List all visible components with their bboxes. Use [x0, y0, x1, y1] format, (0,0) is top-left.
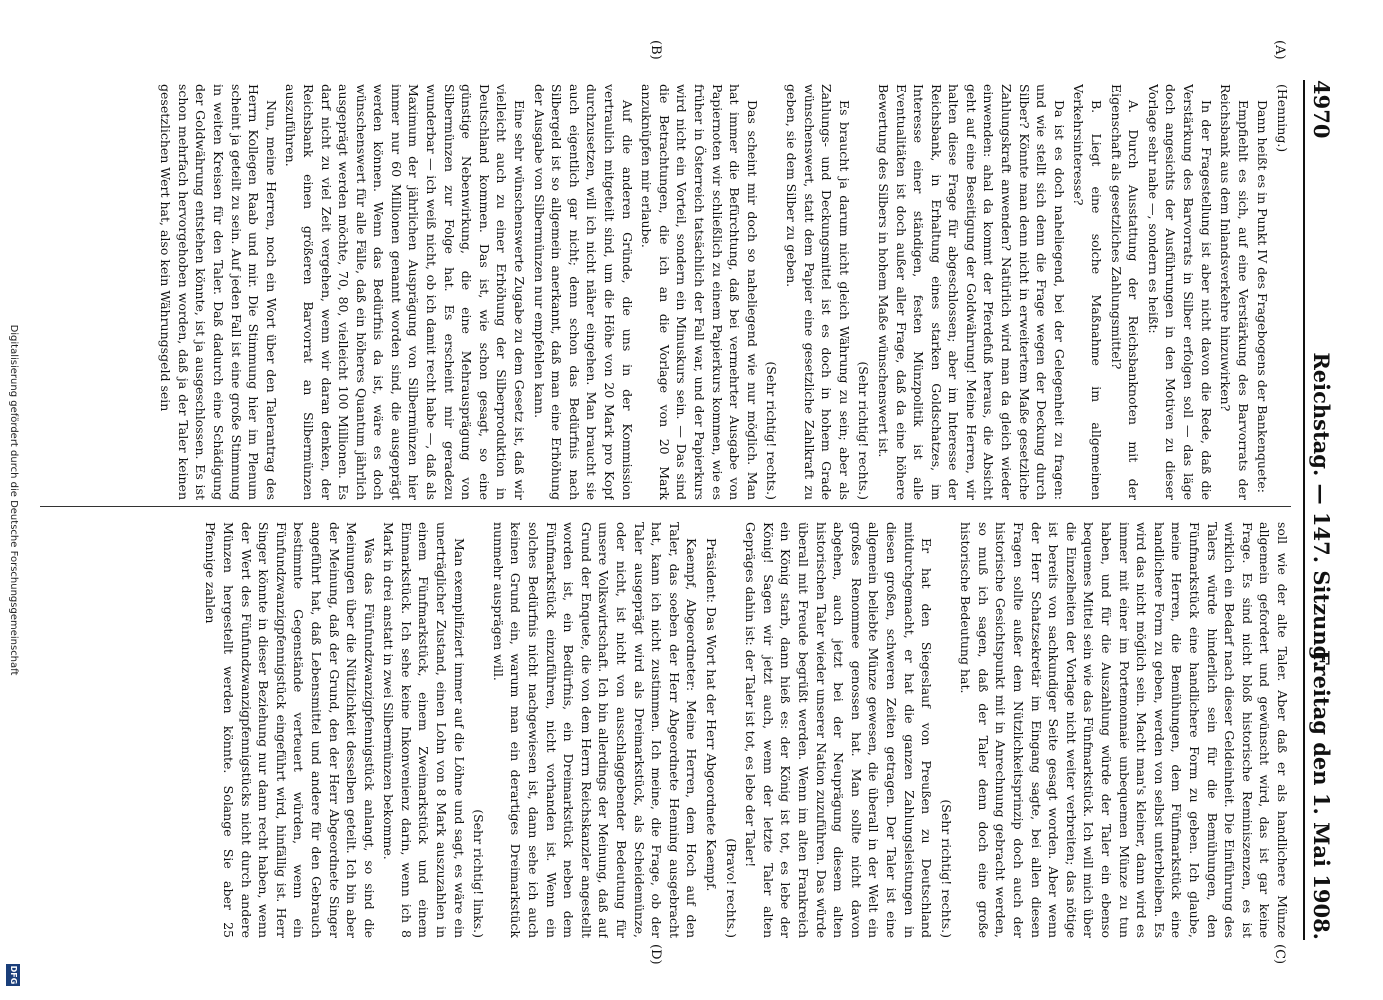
paragraph: Nun, meine Herren, noch ein Wort über den Talerantrag des Herrn Kollegen Raab und mir. Die Stimmung hier im Plenum scheint ja geteilt zu sein. Auf jeden Fall ist eine große Stimmung in weiten Kreisen für den Taler. Daß dadurch eine Schädigung der Goldwährung entstehen könnte, ist ja ausgeschlossen. Es ist schon mehrfach hervorgehoben worden, daß ja der Taler keinen gesetzlichen Wert hat, also kein Währungsgeld sein: [158, 84, 279, 500]
dfg-logo: DFG: [6, 964, 20, 986]
margin-marker-a: (A): [1272, 40, 1287, 60]
president-line: Präsident: Das Wort hat der Herr Abgeordnete Kaempf.: [704, 538, 719, 892]
quote-paragraph: B. Liegt eine solche Maßnahme im allgemeinen Verkehrsinteresse?: [1071, 84, 1105, 500]
margin-marker-d: (D): [648, 944, 663, 965]
left-column: [40, 84, 1291, 500]
paragraph: Es braucht ja darum nicht gleich Währung zu sein; aber als Zahlungs- und Deckungsmittel ist es doch in hohem Grade wünschenswert, statt dem Papier eine gesetzliche Zahlkraft zu geben, sie dem Silber zu geben.: [783, 84, 852, 500]
session-title: Reichstag. — 147. Sitzung.: [1309, 352, 1334, 668]
page-header: [1303, 80, 1343, 940]
column-divider: [40, 506, 1291, 507]
speaker-paragraph: Kaempf, Abgeordneter: Meine Herren, dem Hoch auf den Taler, das soeben der Herr Abgeordnete Henning ausgebracht hat, kann ich nicht zustimmen. Ich meine, die Frage, ob der Taler ausgeprägt wird als Dreimarkstück, als Scheidemünze, oder nicht, ist nicht von ausschlaggebender Bedeutung für unsere Volkswirtschaft. Ich bin allerdings der Meinung, daß auf Grund der Enquete, die von dem Herrn Reichskanzler angestellt worden ist, ein Bedürfnis, ein Dreimarkstück neben dem Fünfmarkstück einzuführen, nicht vorhanden ist. Wenn ein solches Bedürfnis nicht nachgewiesen ist, dann sehe ich auch keinen Grund ein, warum man ein derartiges Dreimarkstück nunmehr ausprägen will.: [490, 522, 700, 938]
speaker-tag: (Henning.): [1275, 84, 1290, 153]
right-column: [40, 522, 1291, 938]
paragraph: soll wie der alte Taler. Aber daß er als handlichere Münze allgemein gefordert und gewünscht wird, das ist gar keine Frage. Es sind nicht bloß historische Reminiszenzen, es ist wirklich ein Bedarf nach dieser Geldeinheit. Die Einführung des Talers würde hinderlich sein für die Bemühungen, den Fünfmarkstück eine handlichere Form zu geben. Ich glaube, meine Herren, die Bemühungen, dem Fünfmarkstück eine handlichere Form zu geben, werden von selbst unterbleiben. Es wird das nicht möglich sein. Macht man's kleiner, dann wird es immer mit einer im Portemonnaie unbequemen Münze zu tun haben, und für die Auszahlung würde der Taler ein ebenso bequemes Mittel sein wie das Fünfmarkstück. Ich will mich über die Einzelheiten der Vorlage nicht weiter verbreiten; das nötige ist bereits von sachkundiger Seite gesagt worden. Aber wenn der Herr Schatzsekretär im Eingang sagte, bei allen diesen Fragen sollte außer dem Nützlichkeitsprinzip doch auch der historische Gesichtspunkt mit in Anrechnung gebracht werden, so muß ich sagen, daß der Taler denn doch eine große historische Bedeutung hat.: [958, 522, 1290, 938]
page-number: 4970: [1309, 80, 1334, 139]
paragraph: Was das Fünfundzwanzigpfennigstück anlangt, so sind die Meinungen über die Nützlichkeit desselben geteilt. Ich bin aber der Meinung, daß der Grund, den der Herr Abgeordnete Singer angeführt hat, daß Lebensmittel und andere für den Gebrauch bestimmte Gegenstände verteuert würden, wenn ein Fünfundzwanzigpfennigstück eingeführt wird, hinfällig ist. Herr Singer könnte in dieser Beziehung nur dann recht haben, wenn der Wert des Fünfundzwanzigpfennigstücks nicht durch andere Münzen hergestellt werden könnte. Solange Sie aber 25 Pfennige zahlen: [203, 522, 377, 938]
margin-marker-c: (C): [1272, 944, 1287, 965]
paragraph: Auf die anderen Gründe, die uns in der Kommission vertraulich mitgeteilt sind, um die Höhe von 20 Mark pro Kopf durchzusetzen, will ich nicht näher eingehen. Man braucht sie auch eigentlich gar nicht; denn schon das Bedürfnis nach Silbergeld ist so allgemein anerkannt, daß man eine Erhöhung der Ausgabe von Silbermünzen nur empfehlen kann.: [531, 84, 635, 500]
paragraph: Da ist es doch naheliegend, bei der Gelegenheit zu fragen: und wie stellt sich denn die Frage wegen der Deckung durch Silber? Könnte man denn nicht in erweitertem Maße gesetzliche Zahlungskraft anwenden? Natürlich wird man da gleich wieder einwenden: ahal da kommt der Pferdefuß heraus, die Absicht geht auf eine Beseitigung der Goldwährung! Meine Herren, wir halten diese Frage für abgeschlossen; aber im Interesse der Reichsbank, in Erhaltung eines starken Goldschatzes, im Interesse einer ständigen, festen Münzpolitik ist alle Eventualitäten ist doch außer aller Frage, daß da eine höhere Bewertung des Silbers in hohem Maße wünschenswert ist.: [875, 84, 1067, 500]
session-date: Freitag den 1. Mai 1908.: [1309, 649, 1334, 940]
audience-reaction: (Bravo! rechts.): [723, 838, 739, 938]
paragraph: Eine sehr wünschenswerte Zugabe zu dem Gesetz ist, daß wir vielleicht auch zu einer Erhöhung der Silberproduktion in Deutschland kommen. Das ist, wie schon gesagt, so eine günstige Nebenwirkung, die eine Mehrausprägung von Silbermünzen zur Folge hat. Es erscheint mir geradezu wunderbar — ich weiß nicht, ob ich damit recht habe —, daß als Maximum der jährlichen Ausprägung von Silbermünzen hier immer nur 60 Millionen genannt worden sind, die ausgeprägt werden können. Wenn das Bedürfnis da ist, wäre es doch wünschenswert für alle Fälle, daß ein höheres Quantum jährlich ausgeprägt werden möchte, 70, 80, vielleicht 100 Millionen. Es darf nicht zu viel Zeit vergehen, wenn wir daran denken, der Reichsbank einen größeren Barvorrat an Silbermünzen auszuführen.: [283, 84, 528, 500]
paragraph: Dann heißt es in Punkt IV des Fragebogens der Bankenquete:: [1255, 100, 1271, 493]
paragraph: Das scheint mir doch so naheliegend wie nur möglich. Man hat immer die Befürchtung, daß bei vermehrter Ausgabe von Papiernoten wir schließlich zu einem Papierkurs kommen, wie es früher in Österreich tatsächlich der Fall war, und der Papierkurs wird nicht ein Vorteil, sondern ein Minuskurs sein. — Das sind die Betrachtungen, die ich an die Vorlage von 20 Mark anzuknüpfen mir erlaube.: [639, 84, 760, 500]
margin-marker-b: (B): [648, 40, 663, 60]
quote-paragraph: Empfiehlt es sich, auf eine Verstärkung des Barvorrats der Reichsbank aus dem Inlandsverkehre hinzuwirken?: [1218, 84, 1251, 500]
audience-reaction: (Sehr richtig! rechts.): [764, 361, 780, 500]
paragraph: Er hat den Siegeslauf von Preußen zu Deutschland mitdurchgemacht, er hat die ganzen Zahlungsleistungen in diesen großen, schweren Zeiten getragen. Der Taler ist eine allgemein beliebte Münze gewesen, die überall in der Welt ein großes Renommee genossen hat. Man sollte nicht davon abgehen, auch jetzt bei der Neuprägung diesem alten historischen Taler wieder unserer Nation zuzuführen. Das würde überall mit Freude begrüßt werden. Wenn im alten Frankreich ein König starb, dann hieß es: der König ist tot, es lebe der König! Sagen wir jetzt auch, wenn der letzte Taler alten Gepräges dahin ist: der Taler ist tot, es lebe der Taler!: [743, 522, 935, 938]
paragraph: In der Fragestellung ist aber nicht davon die Rede, daß die Verstärkung des Barvorrats in Silber erfolgen soll — das läge doch angesichts der Ausführungen in den Motiven zu dieser Vorlage sehr nahe —, sondern es heißt:: [1145, 84, 1214, 500]
audience-reaction: (Sehr richtig! links.): [471, 809, 487, 938]
audience-reaction: (Sehr richtig! rechts.): [938, 799, 954, 938]
digitization-note: Digitalisierung gefördert durch die Deutsche Forschungsgemeinschaft: [8, 324, 19, 676]
audience-reaction: (Sehr richtig! rechts.): [856, 361, 872, 500]
paragraph: Man exemplifiziert immer auf die Löhne und sagt, es wäre ein unerträglicher Zustand, einen Lohn von 8 Mark auszuzahlen in einem Fünfmarkstück, einem Zweimarkstück und einem Einmarkstück. Ich sehe keine Inkonvenienz darin, wenn ich 8 Mark in drei anstatt in zwei Silbermünzen bekomme.: [381, 522, 467, 938]
quote-paragraph: A. Durch Ausstattung der Reichsbanknoten mit der Eigenschaft als gesetzliches Zahlungsmittel?: [1108, 84, 1142, 500]
